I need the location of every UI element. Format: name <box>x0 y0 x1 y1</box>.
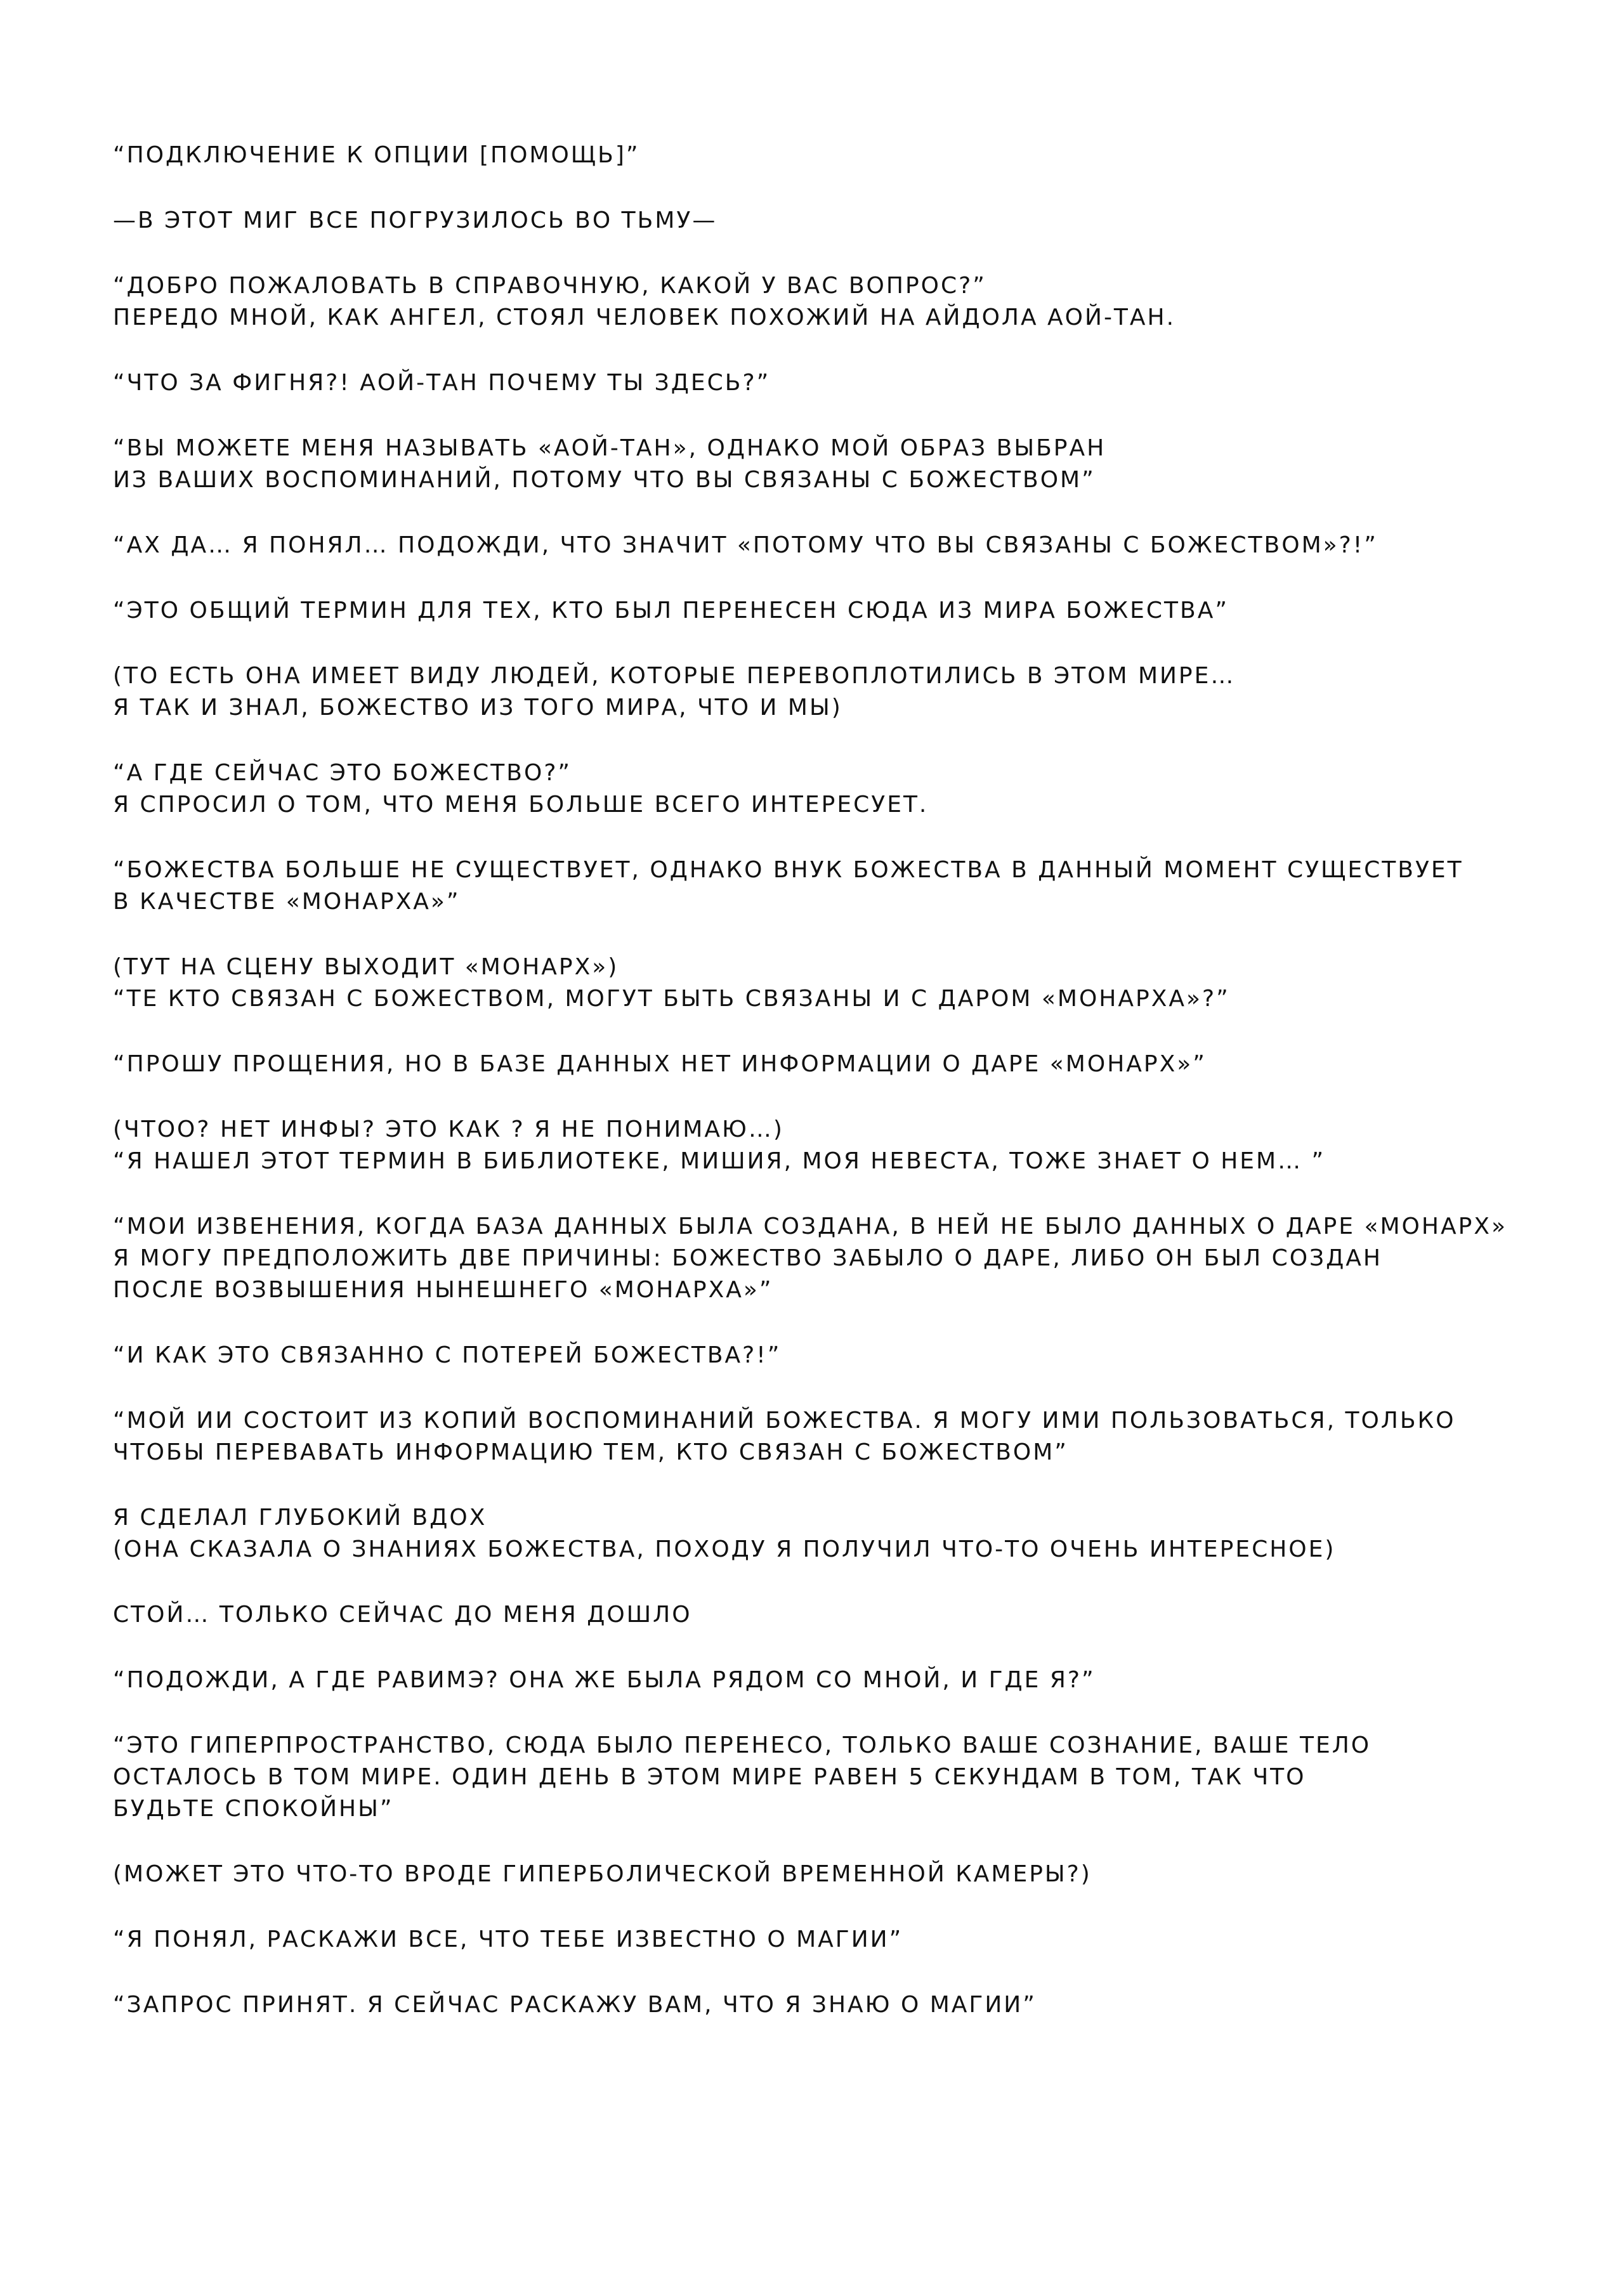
paragraph <box>113 140 1540 171</box>
paragraph <box>113 1049 1540 1080</box>
paragraph <box>113 530 1540 561</box>
text-line: Я СДЕЛАЛ ГЛУБОКИЙ ВДОХ <box>113 1505 487 1531</box>
paragraph <box>113 854 1540 918</box>
paragraph <box>113 1599 1540 1631</box>
paragraph <box>113 1730 1540 1825</box>
text-line: “Я НАШЕЛ ЭТОТ ТЕРМИН В БИБЛИОТЕКЕ, МИШИЯ, МОЯ НЕВЕСТА, ТОЖЕ ЗНАЕТ О НЕМ… ” <box>113 1148 1326 1174</box>
paragraph <box>113 1502 1540 1566</box>
paragraph <box>113 1340 1540 1371</box>
text-line: “ЧТО ЗА ФИГНЯ?! АОЙ-ТАН ПОЧЕМУ ТЫ ЗДЕСЬ?” <box>113 370 771 396</box>
text-line: ИЗ ВАШИХ ВОСПОМИНАНИЙ, ПОТОМУ ЧТО ВЫ СВЯЗАНЫ С БОЖЕСТВОМ” <box>113 467 1096 493</box>
text-line: “БОЖЕСТВА БОЛЬШЕ НЕ СУЩЕСТВУЕТ, ОДНАКО ВНУК БОЖЕСТВА В ДАННЫЙ МОМЕНТ СУЩЕСТВУЕТ <box>113 857 1464 883</box>
text-line: Я ТАК И ЗНАЛ, БОЖЕСТВО ИЗ ТОГО МИРА, ЧТО И МЫ) <box>113 695 842 721</box>
text-line: (МОЖЕТ ЭТО ЧТО-ТО ВРОДЕ ГИПЕРБОЛИЧЕСКОЙ ВРЕМЕННОЙ КАМЕРЫ?) <box>113 1861 1092 1887</box>
text-line: В КАЧЕСТВЕ «МОНАРХА»” <box>113 889 461 915</box>
text-line: “Я ПОНЯЛ, РАСКАЖИ ВСЕ, ЧТО ТЕБЕ ИЗВЕСТНО О МАГИИ” <box>113 1926 903 1952</box>
paragraph <box>113 1924 1540 1956</box>
paragraph <box>113 433 1540 496</box>
text-line: “ЗАПРОС ПРИНЯТ. Я СЕЙЧАС РАСКАЖУ ВАМ, ЧТО Я ЗНАЮ О МАГИИ” <box>113 1992 1037 2018</box>
text-line: “ЭТО ГИПЕРПРОСТРАНСТВО, СЮДА БЫЛО ПЕРЕНЕСО, ТОЛЬКО ВАШЕ СОЗНАНИЕ, ВАШЕ ТЕЛО <box>113 1732 1372 1758</box>
paragraph <box>113 270 1540 334</box>
text-line: ОСТАЛОСЬ В ТОМ МИРЕ. ОДИН ДЕНЬ В ЭТОМ МИРЕ РАВЕН 5 СЕКУНДАМ В ТОМ, ТАК ЧТО <box>113 1764 1306 1790</box>
text-line: ЧТОБЫ ПЕРЕВАВАТЬ ИНФОРМАЦИЮ ТЕМ, КТО СВЯЗАН С БОЖЕСТВОМ” <box>113 1439 1068 1465</box>
text-line: “ПРОШУ ПРОЩЕНИЯ, НО В БАЗЕ ДАННЫХ НЕТ ИНФОРМАЦИИ О ДАРЕ «МОНАРХ»” <box>113 1051 1207 1077</box>
text-line: “ДОБРО ПОЖАЛОВАТЬ В СПРАВОЧНУЮ, КАКОЙ У ВАС ВОПРОС?” <box>113 273 986 299</box>
text-line: “АХ ДА… Я ПОНЯЛ… ПОДОЖДИ, ЧТО ЗНАЧИТ «ПОТОМУ ЧТО ВЫ СВЯЗАНЫ С БОЖЕСТВОМ»?!” <box>113 532 1378 558</box>
text-line: СТОЙ… ТОЛЬКО СЕЙЧАС ДО МЕНЯ ДОШЛО <box>113 1602 692 1628</box>
text-line: —В ЭТОТ МИГ ВСЕ ПОГРУЗИЛОСЬ ВО ТЬМУ— <box>113 207 717 233</box>
paragraph <box>113 367 1540 399</box>
paragraph <box>113 1211 1540 1306</box>
text-line: “ПОДОЖДИ, А ГДЕ РАВИМЭ? ОНА ЖЕ БЫЛА РЯДОМ СО МНОЙ, И ГДЕ Я?” <box>113 1667 1096 1693</box>
text-line: (ТО ЕСТЬ ОНА ИМЕЕТ ВИДУ ЛЮДЕЙ, КОТОРЫЕ ПЕРЕВОПЛОТИЛИСЬ В ЭТОМ МИРЕ… <box>113 663 1236 689</box>
document-text <box>113 140 1540 2055</box>
text-line: “ВЫ МОЖЕТЕ МЕНЯ НАЗЫВАТЬ «АОЙ-ТАН», ОДНАКО МОЙ ОБРАЗ ВЫБРАН <box>113 435 1106 461</box>
text-line: БУДЬТЕ СПОКОЙНЫ” <box>113 1796 394 1822</box>
text-line: “МОИ ИЗВЕНЕНИЯ, КОГДА БАЗА ДАННЫХ БЫЛА СОЗДАНА, В НЕЙ НЕ БЫЛО ДАННЫХ О ДАРЕ «МОНАРХ» <box>113 1213 1507 1239</box>
paragraph <box>113 1859 1540 1890</box>
paragraph <box>113 1405 1540 1468</box>
paragraph <box>113 595 1540 627</box>
paragraph <box>113 1989 1540 2021</box>
paragraph <box>113 951 1540 1015</box>
text-line: ПОСЛЕ ВОЗВЫШЕНИЯ НЫНЕШНЕГО «МОНАРХА»” <box>113 1277 773 1303</box>
text-line: Я МОГУ ПРЕДПОЛОЖИТЬ ДВЕ ПРИЧИНЫ: БОЖЕСТВО ЗАБЫЛО О ДАРЕ, ЛИБО ОН БЫЛ СОЗДАН <box>113 1245 1382 1271</box>
text-line: ПЕРЕДО МНОЙ, КАК АНГЕЛ, СТОЯЛ ЧЕЛОВЕК ПОХОЖИЙ НА АЙДОЛА АОЙ-ТАН. <box>113 304 1176 330</box>
text-line: (ЧТОО? НЕТ ИНФЫ? ЭТО КАК ? Я НЕ ПОНИМАЮ…) <box>113 1116 784 1142</box>
paragraph <box>113 205 1540 237</box>
paragraph <box>113 660 1540 724</box>
text-line: “ПОДКЛЮЧЕНИЕ К ОПЦИИ [ПОМОЩЬ]” <box>113 142 640 168</box>
text-line: “ЭТО ОБЩИЙ ТЕРМИН ДЛЯ ТЕХ, КТО БЫЛ ПЕРЕНЕСЕН СЮДА ИЗ МИРА БОЖЕСТВА” <box>113 598 1229 624</box>
text-line: “А ГДЕ СЕЙЧАС ЭТО БОЖЕСТВО?” <box>113 760 572 786</box>
text-line: “ТЕ КТО СВЯЗАН С БОЖЕСТВОМ, МОГУТ БЫТЬ СВЯЗАНЫ И С ДАРОМ «МОНАРХА»?” <box>113 986 1230 1012</box>
paragraph <box>113 1114 1540 1177</box>
text-line: “И КАК ЭТО СВЯЗАННО С ПОТЕРЕЙ БОЖЕСТВА?!” <box>113 1342 782 1368</box>
paragraph <box>113 1664 1540 1696</box>
paragraph <box>113 757 1540 821</box>
text-line: “МОЙ ИИ СОСТОИТ ИЗ КОПИЙ ВОСПОМИНАНИЙ БОЖЕСТВА. Я МОГУ ИМИ ПОЛЬЗОВАТЬСЯ, ТОЛЬКО <box>113 1408 1456 1434</box>
text-line: (ТУТ НА СЦЕНУ ВЫХОДИТ «МОНАРХ») <box>113 954 619 980</box>
text-line: Я СПРОСИЛ О ТОМ, ЧТО МЕНЯ БОЛЬШЕ ВСЕГО ИНТЕРЕСУЕТ. <box>113 792 929 818</box>
text-line: (ОНА СКАЗАЛА О ЗНАНИЯХ БОЖЕСТВА, ПОХОДУ Я ПОЛУЧИЛ ЧТО-ТО ОЧЕНЬ ИНТЕРЕСНОЕ) <box>113 1536 1336 1562</box>
